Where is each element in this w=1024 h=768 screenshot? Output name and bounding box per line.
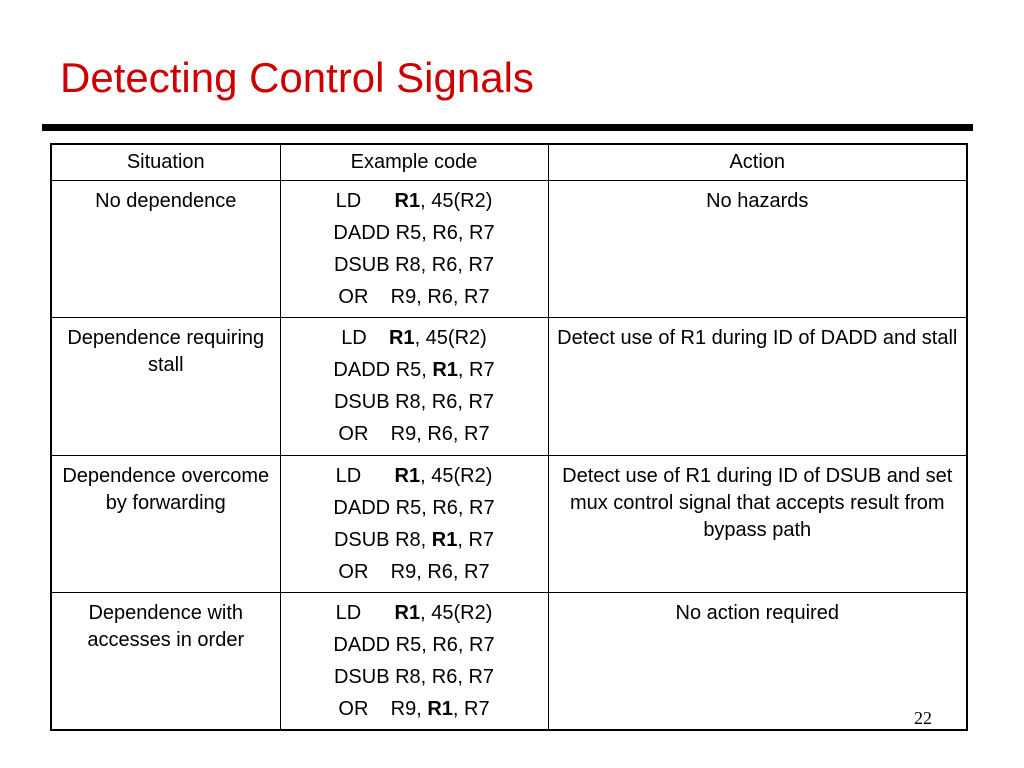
code-text: , R7 (452, 698, 490, 721)
table-header-row (51, 144, 967, 181)
code-register-highlight: R1 (394, 602, 421, 625)
situation-cell: Dependence with accesses in order (51, 593, 280, 730)
action-cell: No action required (548, 593, 967, 730)
table-row (51, 455, 967, 592)
code-line (289, 322, 540, 354)
code-text: DADD R5, (333, 359, 433, 382)
code-text: OR R9, (338, 698, 428, 721)
code-text: , 45(R2) (420, 190, 493, 212)
code-line (289, 249, 540, 281)
code-line (289, 693, 540, 725)
code-line (289, 386, 540, 418)
code-text: , 45(R2) (414, 327, 487, 350)
code-line (289, 597, 540, 629)
code-line (289, 492, 540, 524)
code-register-highlight: R1 (388, 327, 415, 350)
slide-title: Detecting Control Signals (60, 54, 534, 101)
code-text: , R7 (457, 359, 495, 382)
control-signals-table (50, 143, 968, 731)
code-text: DSUB R8, R6, R7 (333, 254, 495, 276)
code-register-highlight: R1 (431, 528, 458, 551)
situation-cell: No dependence (51, 181, 280, 318)
situation-cell: Dependence overcome by forwarding (51, 455, 280, 592)
code-text: DADD R5, R6, R7 (333, 222, 495, 244)
code-register-highlight: R1 (394, 190, 421, 212)
action-cell: Detect use of R1 during ID of DADD and stall (548, 318, 967, 455)
code-text: , 45(R2) (420, 602, 493, 625)
code-line (289, 524, 540, 556)
code-text: LD (341, 327, 389, 350)
code-text: LD (335, 602, 395, 625)
code-line (289, 418, 540, 450)
example-code-cell (280, 181, 548, 318)
code-text: OR R9, R6, R7 (338, 560, 490, 583)
code-register-highlight: R1 (427, 698, 453, 721)
code-register-highlight: R1 (394, 464, 421, 487)
header-action: Action (548, 144, 967, 181)
code-line (289, 354, 540, 386)
code-line (289, 629, 540, 661)
code-line (289, 661, 540, 693)
code-text: , 45(R2) (420, 464, 493, 487)
code-text: LD (335, 190, 395, 212)
code-text: DADD R5, R6, R7 (333, 634, 495, 657)
example-code-cell (280, 318, 548, 455)
code-register-highlight: R1 (432, 359, 458, 382)
code-line (289, 185, 540, 217)
code-text: , R7 (457, 528, 495, 551)
code-text: OR R9, R6, R7 (338, 286, 490, 308)
code-text: DADD R5, R6, R7 (333, 496, 495, 519)
action-cell: Detect use of R1 during ID of DSUB and set mux control signal that accepts result from bypass path (548, 455, 967, 592)
situation-cell: Dependence requiring stall (51, 318, 280, 455)
table-row (51, 181, 967, 318)
code-line (289, 556, 540, 588)
example-code-cell (280, 593, 548, 730)
code-line (289, 217, 540, 249)
code-text: DSUB R8, R6, R7 (333, 391, 495, 414)
header-example-code: Example code (280, 144, 548, 181)
code-text: DSUB R8, R6, R7 (333, 666, 495, 689)
table-row (51, 593, 967, 730)
page-number: 22 (914, 708, 932, 728)
action-cell: No hazards (548, 181, 967, 318)
code-text: LD (335, 464, 395, 487)
header-situation: Situation (51, 144, 280, 181)
example-code-cell (280, 455, 548, 592)
code-line (289, 281, 540, 313)
title-divider (42, 124, 973, 131)
code-line (289, 460, 540, 492)
table-row (51, 318, 967, 455)
code-text: DSUB R8, (333, 528, 432, 551)
code-text: OR R9, R6, R7 (338, 423, 490, 446)
